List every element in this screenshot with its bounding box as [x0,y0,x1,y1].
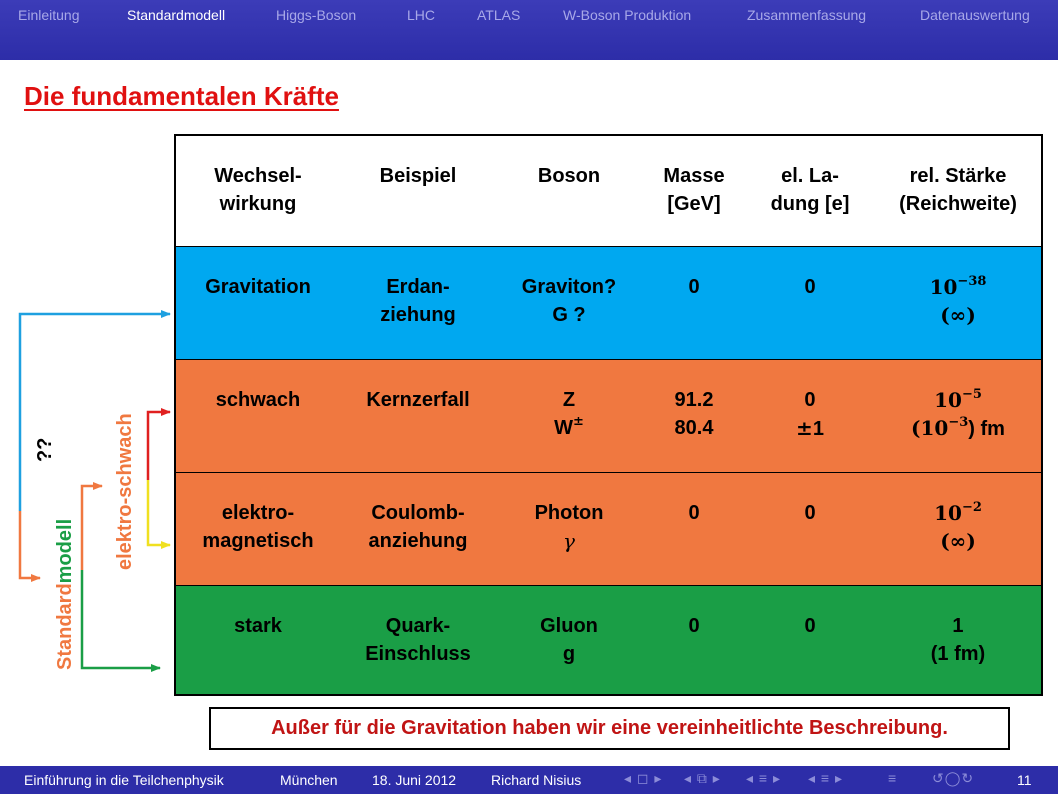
strength: $10^{-38}$ (∞) [929,274,987,327]
mass: 0 [688,615,700,637]
footer-bar [0,766,1058,794]
electroweak-label: elektro-schwach [114,413,136,570]
header-strength: rel. Stärke (Reichweite) [899,165,1017,215]
frame-nav-icon[interactable]: ◂ ◻ ▸ [624,770,663,786]
strong-arrow [82,570,160,668]
boson: Graviton? G ? [521,276,617,326]
section-nav-icon[interactable]: ◂ ≡ ▸ [746,770,782,786]
gravitation-arrow-lower [20,511,40,578]
electromagnetic-arrow [148,480,170,545]
footer-date: 18. Juni 2012 [372,772,457,788]
example: Erdan- ziehung [380,276,456,326]
electroweak-arrow [82,486,102,570]
force-name: schwach [215,389,301,411]
mass: 91.2 80.4 [674,389,714,439]
nav-item-w-boson-produktion[interactable]: W-Boson Produktion [563,7,692,23]
header-boson: Boson [537,165,601,187]
charge: 0 [804,502,816,524]
nav-item-zusammenfassung[interactable]: Zusammenfassung [747,7,867,23]
mass: 0 [688,276,700,298]
strength: $10^{-5}$ $(10^{-3})$ fm [911,387,1005,440]
example: Quark- Einschluss [365,615,471,665]
boson: Gluon g [540,615,598,665]
footer-city: München [280,772,338,788]
weak-arrow [148,412,170,480]
footer-author: Richard Nisius [491,772,582,788]
boson: Z W± [554,389,584,439]
header-example: Beispiel [379,165,457,187]
slide-title: Die fundamentalen Kräfte [24,81,339,111]
boson: Photon γ [534,502,604,553]
table-row-gravitation [176,246,1041,359]
search-icon[interactable]: ↺◯↻ [932,770,975,786]
nav-item-standardmodell[interactable]: Standardmodell [127,7,226,23]
force-name: stark [234,615,282,637]
strength: $10^{-2}$ (∞) [934,500,982,553]
header-mass: Masse [GeV] [663,165,725,215]
header-interaction: Wechsel- wirkung [214,165,302,215]
example: Coulomb- anziehung [368,502,468,552]
nav-item-atlas[interactable]: ATLAS [477,7,521,23]
nav-item-datenauswertung[interactable]: Datenauswertung [920,7,1030,23]
table-row-electromagnetic [176,472,1041,585]
charge: 0 ±1 [796,389,824,440]
header-charge: el. La- dung [e] [770,165,850,215]
question-label: ?? [34,437,56,462]
unification-note: Außer für die Gravitation haben wir eine vereinheitlichte Beschreibung. [209,707,1010,750]
top-navigation-bar [0,0,1058,60]
charge: 0 [804,276,816,298]
nav-item-lhc[interactable]: LHC [407,7,436,23]
nav-item-higgs-boson[interactable]: Higgs-Boson [276,7,357,23]
table-header-row [176,136,1041,246]
section-nav-icon-2[interactable]: ◂ ≡ ▸ [808,770,844,786]
page-number: 11 [1017,772,1032,788]
forces-table [174,134,1043,696]
mass: 0 [688,502,700,524]
footer-course: Einführung in die Teilchenphysik [24,772,224,788]
table-row-weak [176,359,1041,472]
unification-arrows [0,290,175,770]
charge: 0 [804,615,816,637]
force-name: elektro- magnetisch [202,502,314,552]
standard-model-label: Standardmodell [54,518,76,670]
strength: 1 (1 fm) [930,615,986,665]
nav-item-einleitung[interactable]: Einleitung [18,7,80,23]
table-row-strong [176,585,1041,694]
force-name: Gravitation [205,276,311,298]
subsection-nav-icon[interactable]: ◂ ⧉ ▸ [684,770,721,786]
toc-icon[interactable]: ≡ [888,770,898,786]
example: Kernzerfall [366,389,470,411]
